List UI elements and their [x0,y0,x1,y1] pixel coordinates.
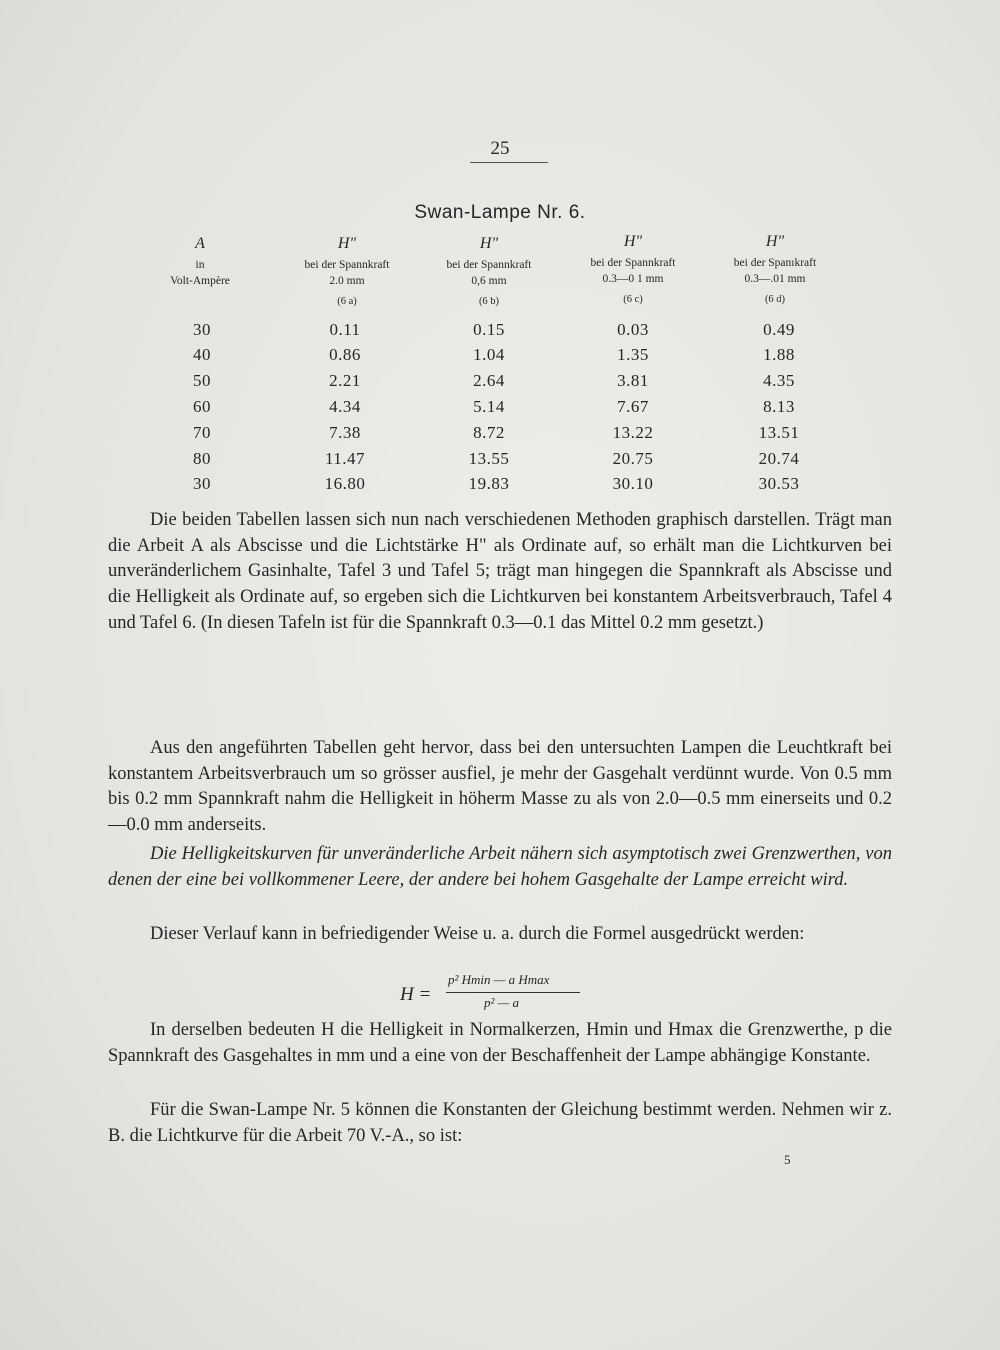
table-cell: 60 [193,397,211,416]
table-cell: 19.83 [468,474,510,493]
column-symbol: H" [623,233,643,250]
column-header-line2: 2.0 mm [329,274,365,287]
table-cell: 13.22 [612,423,654,442]
column-header-line2: Volt-Ampère [170,274,230,287]
table-cell: 4.34 [329,397,361,416]
table-cell: 2.21 [329,371,361,390]
table-cell: 30 [193,474,211,493]
table-cell: 30 [193,320,211,339]
column-header-line1: in [195,259,205,271]
column-symbol: H" [765,233,785,250]
formula [400,972,620,1018]
table-cell: 7.38 [329,423,361,442]
column-header-6b [414,236,564,308]
column-header-6c [558,234,708,306]
table-cell: 7.67 [617,397,649,416]
column-header-sub: (6 c) [623,294,643,305]
table-cell: 8.13 [763,397,795,416]
table-row [0,371,1000,397]
table-cell: 1.04 [473,345,505,364]
paragraph-formula-intro [108,922,892,948]
table-cell: 11.47 [324,449,366,468]
page-number-rule [470,162,548,163]
table-cell: 0.49 [763,320,795,339]
column-symbol: H" [337,235,357,252]
paragraph-results [108,736,892,839]
column-header-6a [272,236,422,308]
table-cell: 0.11 [329,320,361,339]
table-cell: 5.14 [473,397,505,416]
column-symbol: A [195,235,205,252]
table-cell: 2.64 [473,371,505,390]
table-row [0,474,1000,500]
paragraph-asymptotic [108,842,892,893]
table-cell: 4.35 [763,371,795,390]
formula-fraction-bar [446,992,580,993]
paragraph-text: Für die Swan-Lampe Nr. 5 können die Konstanten der Gleichung bestimmt werden. Nehmen wir z. B. die Lichtkurve für die Arbeit 70 V.-A., so ist: [108,1100,892,1146]
formula-lhs: H = [400,984,432,1005]
formula-numerator: p² Hmin — a Hmax [448,972,550,987]
table-cell: 20.75 [612,449,654,468]
paragraph-text: Die beiden Tabellen lassen sich nun nach verschiedenen Methoden graphisch darstellen. Trägt man die Arbeit A als Abscisse und die Lichtstärke H" als Ordinate auf, so erhält man die Lichtkurven bei unveränderlichem Gasinhalte, Tafel 3 und Tafel 5; trägt man hingegen die Spannkraft als Abscisse und die Helligkeit als Ordinate auf, so ergeben sich die Lichtkurven bei konstantem Arbeitsverbrauch, Tafel 4 und Tafel 6. (In diesen Tafeln ist für die Spannkraft 0.3—0.1 das Mittel 0.2 mm gesetzt.) [108,510,892,633]
column-header-line1: bei der Spannkraft [590,257,676,269]
table-row [0,449,1000,475]
paragraph-text: Aus den angeführten Tabellen geht hervor, dass bei den untersuchten Lampen die Leuchtkraft bei konstantem Arbeitsverbrauch um so grösser ausfiel, je mehr der Gasgehalt verdünnt wurde. Von 0.5 mm bis 0.2 mm Spannkraft nahm die Helligkeit in höherm Masse zu als von 2.0—0.5 mm einerseits und 0.2—0.0 mm anderseits. [108,738,892,836]
column-symbol: H" [479,235,499,252]
column-header-line1: bei der Spanıkraft [733,257,817,269]
table-cell: 20.74 [758,449,800,468]
paragraph-definitions [108,1018,892,1069]
table-cell: 1.88 [763,345,795,364]
table-cell: 0.15 [473,320,505,339]
table-cell: 80 [193,449,211,468]
page-number: 25 [490,138,510,159]
paragraph-text: In derselben bedeuten H die Helligkeit in Normalkerzen, Hmin und Hmax die Grenzwerthe, p die Spannkraft des Gasgehaltes in mm und a eine von der Beschaffenheit der Lampe abhängige Konstante. [108,1020,892,1066]
table-row [0,397,1000,423]
table-cell: 50 [193,371,211,390]
column-header-6d [700,234,850,306]
table-cell: 13.51 [758,423,800,442]
table-cell: 30.10 [612,474,654,493]
column-header-line2: 0,6 mm [471,274,507,287]
formula-denominator: p² — a [484,995,519,1010]
paragraph-text: Die Helligkeitskurven für unveränderliche Arbeit nähern sich asymptotisch zwei Grenzwerthen, von denen der eine bei vollkommener Leere, der andere bei hohem Gasgehalte der Lampe erreicht wird. [108,844,892,890]
column-header-sub: (6 d) [764,294,786,305]
table-cell: 3.81 [617,371,649,390]
column-header-line1: bei der Spannkraft [304,259,390,271]
paragraph-swan-lamp [108,1098,892,1149]
table-row [0,423,1000,449]
table-cell: 1.35 [617,345,649,364]
table-cell: 16.80 [324,474,366,493]
table-cell: 13.55 [468,449,510,468]
column-header-a [150,236,250,287]
table-row [0,345,1000,371]
column-header-sub: (6 b) [478,296,500,307]
table-title: Swan-Lampe Nr. 6. [414,202,586,223]
table-cell: 8.72 [473,423,505,442]
paragraph-methods [108,508,892,637]
table-cell: 30.53 [758,474,800,493]
column-header-line1: bei der Spannkraft [446,259,532,271]
table-row [0,320,1000,346]
table-cell: 70 [193,423,211,442]
column-header-line2: 0.3—.01 mm [744,272,806,285]
signature-mark: 5 [784,1152,791,1167]
column-header-sub: (6 a) [337,296,357,307]
table-cell: 0.03 [617,320,649,339]
table-cell: 0.86 [329,345,361,364]
column-header-line2: 0.3—0 1 mm [602,272,664,285]
paragraph-text: Dieser Verlauf kann in befriedigender Weise u. a. durch die Formel ausgedrückt werden: [150,924,805,944]
table-cell: 40 [193,345,211,364]
